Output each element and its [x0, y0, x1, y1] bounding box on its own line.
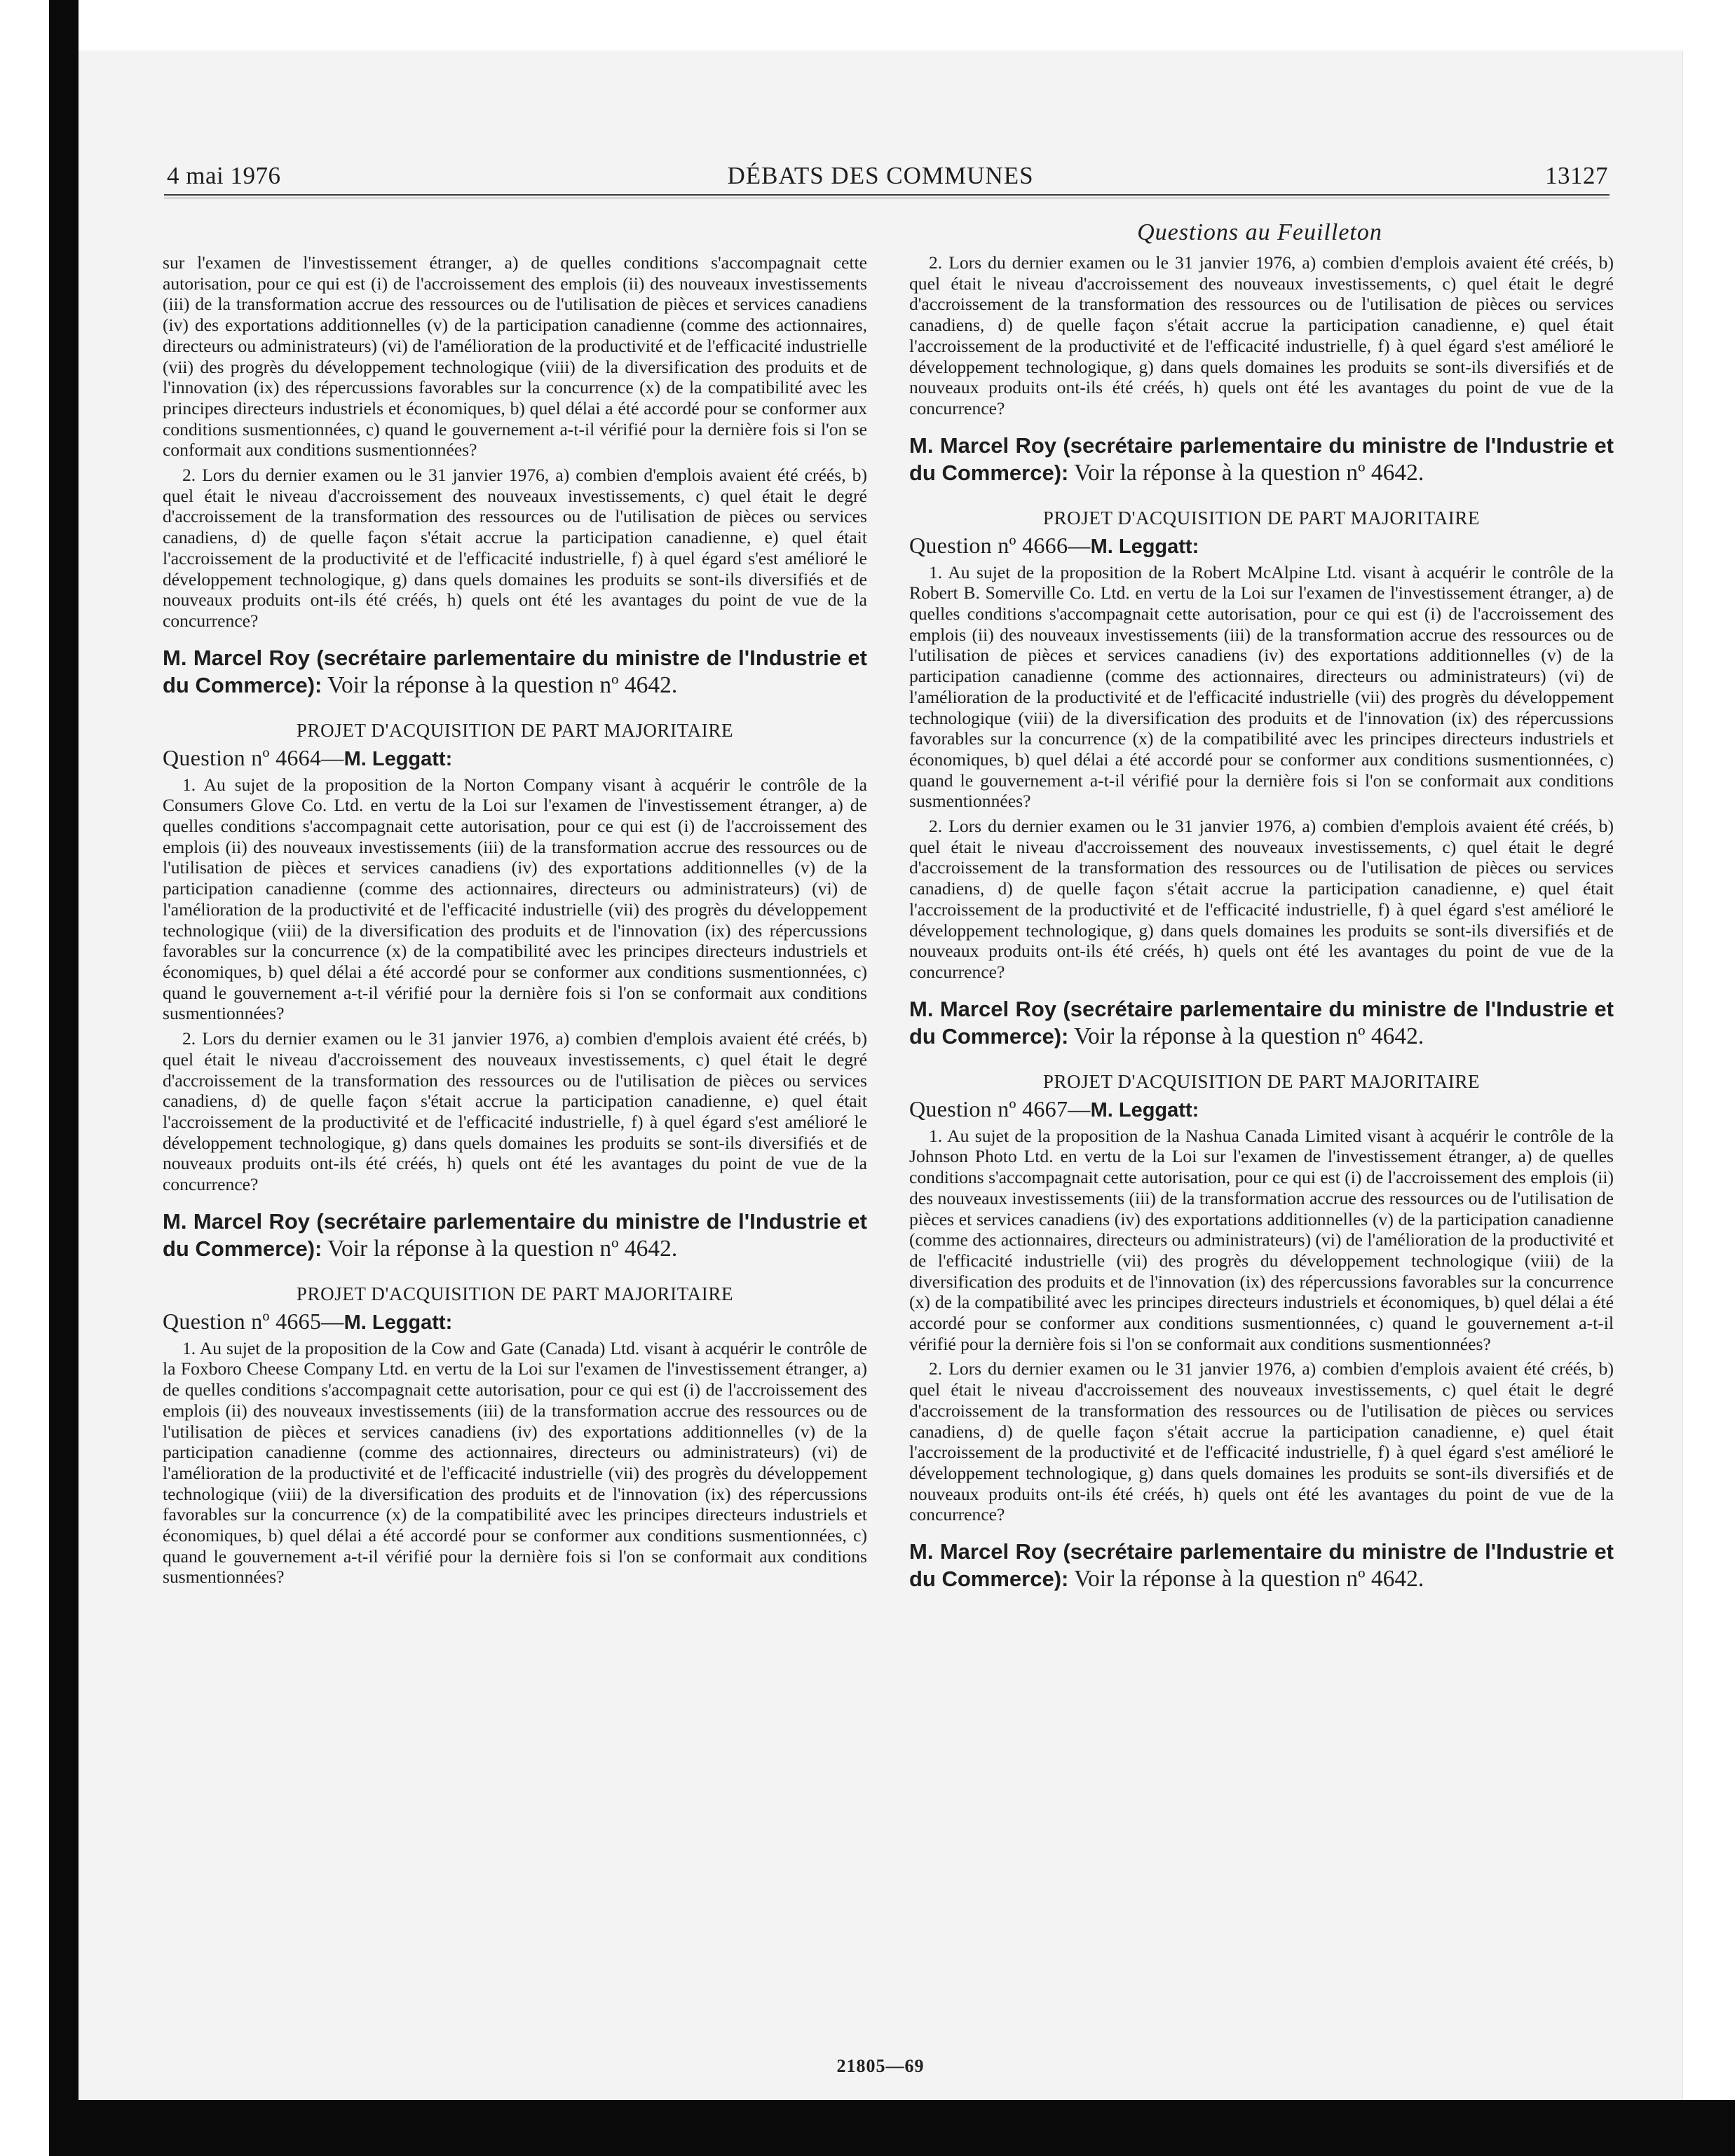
paragraph: 2. Lors du dernier examen ou le 31 janvier 1976, a) combien d'emplois avaient été créés, b) quel était le niveau d'accroissement des nouveaux investissements, c) quel était le degré d'accroissement de la transformation des ressources ou de l'utilisation de pièces ou services canadiens, d) de quelle façon s'était accrue la participation canadienne, e) quel était l'accroissement de la productivité et de l'efficacité industrielle, f) à quel égard s'est amélioré le développement technologique, g) dans quels domaines les produits se sont-ils diversifiés et de nouveaux produits ont-ils été créés, h) quels ont été les avantages du point de vue de la concurrence? [909, 252, 1614, 418]
answer-text: Voir la réponse à la question nº 4642. [322, 1235, 678, 1262]
answer-speaker: M. Marcel Roy (secrétaire parlementaire du ministre de l'Industrie et du Commerce): [909, 996, 1614, 1049]
scan-margin-left [49, 0, 79, 2156]
paragraph: 2. Lors du dernier examen ou le 31 janvier 1976, a) combien d'emplois avaient été créés, b) quel était le niveau d'accroissement des nouveaux investissements, c) quel était le degré d'accroissement de la transformation des ressources ou de l'utilisation de pièces ou services canadiens, d) de quelle façon s'était accrue la participation canadienne, e) quel était l'accroissement de la productivité et de l'efficacité industrielle, f) à quel égard s'est amélioré le développement technologique, g) dans quels domaines les produits se sont-ils diversifiés et de nouveaux produits ont-ils été créés, h) quels ont été les avantages du point de vue de la concurrence? [909, 816, 1614, 982]
right-column [909, 252, 1614, 1592]
paragraph: 2. Lors du dernier examen ou le 31 janvier 1976, a) combien d'emplois avaient été créés, b) quel était le niveau d'accroissement des nouveaux investissements, c) quel était le degré d'accroissement de la transformation des ressources ou de l'utilisation de pièces ou services canadiens, d) de quelle façon s'était accrue la participation canadienne, e) quel était l'accroissement de la productivité et de l'efficacité industrielle, f) à quel égard s'est amélioré le développement technologique, g) dans quels domaines les produits se sont-ils diversifiés et de nouveaux produits ont-ils été créés, h) quels ont été les avantages du point de vue de la concurrence? [163, 1028, 867, 1195]
question-asker: M. Leggatt: [343, 1311, 453, 1334]
answer [909, 1538, 1614, 1592]
question-line [163, 745, 867, 772]
header-title: DÉBATS DES COMMUNES [727, 162, 1034, 189]
page [79, 50, 1683, 2100]
answer-speaker: M. Marcel Roy (secrétaire parlementaire du ministre de l'Industrie et du Commerce): [163, 645, 867, 697]
answer [909, 432, 1614, 486]
answer [909, 995, 1614, 1050]
answer-speaker: M. Marcel Roy (secrétaire parlementaire du ministre de l'Industrie et du Commerce): [163, 1208, 867, 1261]
question-number: Question nº 4667— [909, 1096, 1091, 1121]
header-page-number: 13127 [1545, 162, 1608, 189]
section-heading: PROJET D'ACQUISITION DE PART MAJORITAIRE [1042, 507, 1481, 528]
footer-code: 21805—69 [836, 2056, 925, 2076]
header-rule [164, 194, 1610, 196]
question-asker: M. Leggatt: [1090, 1098, 1199, 1121]
answer-text: Voir la réponse à la question nº 4642. [1068, 459, 1424, 486]
section-heading: PROJET D'ACQUISITION DE PART MAJORITAIRE [296, 719, 734, 741]
answer [163, 644, 867, 699]
question-number: Question nº 4664— [163, 744, 344, 770]
question-line [909, 1096, 1614, 1123]
question-line [163, 1309, 867, 1335]
section-heading: PROJET D'ACQUISITION DE PART MAJORITAIRE [1042, 1070, 1481, 1092]
question-asker: M. Leggatt: [343, 747, 453, 770]
header-date: 4 mai 1976 [167, 162, 281, 189]
answer-text: Voir la réponse à la question nº 4642. [1068, 1023, 1424, 1049]
paragraph: sur l'examen de l'investissement étranger, a) de quelles conditions s'accompagnait cette autorisation, pour ce qui est (i) de l'accroissement des emplois (ii) des nouveaux investissements (iii) de la transformation accrue des ressources ou de l'utilisation de pièces et services canadiens (iv) des exportations additionnelles (v) de la participation canadienne (comme des actionnaires, directeurs ou administrateurs) (vi) de l'amélioration de la productivité et de l'efficacité industrielle (vii) des progrès du développement technologique (viii) de la diversification des produits et de l'innovation (ix) des répercussions favorables sur la concurrence (x) de la compatibilité avec les principes directeurs industriels et économiques, b) quel délai a été accordé pour se conformer aux conditions susmentionnées, c) quand le gouvernement a-t-il vérifié pour la dernière fois si l'on se conformait aux conditions susmentionnées? [163, 252, 867, 460]
question-number: Question nº 4666— [909, 532, 1091, 558]
paragraph: 2. Lors du dernier examen ou le 31 janvier 1976, a) combien d'emplois avaient été créés, b) quel était le niveau d'accroissement des nouveaux investissements, c) quel était le degré d'accroissement de la transformation des ressources ou de l'utilisation de pièces ou services canadiens, d) de quelle façon s'était accrue la participation canadienne, e) quel était l'accroissement de la productivité et de l'efficacité industrielle, f) à quel égard s'est amélioré le développement technologique, g) dans quels domaines les produits se sont-ils diversifiés et de nouveaux produits ont-ils été créés, h) quels ont été les avantages du point de vue de la concurrence? [909, 1358, 1614, 1525]
question-asker: M. Leggatt: [1090, 535, 1199, 558]
paragraph: 2. Lors du dernier examen ou le 31 janvier 1976, a) combien d'emplois avaient été créés, b) quel était le niveau d'accroissement des nouveaux investissements, c) quel était le degré d'accroissement de la transformation des ressources ou de l'utilisation de pièces ou services canadiens, d) de quelle façon s'était accrue la participation canadienne, e) quel était l'accroissement de la productivité et de l'efficacité industrielle, f) à quel égard s'est amélioré le développement technologique, g) dans quels domaines les produits se sont-ils diversifiés et de nouveaux produits ont-ils été créés, h) quels ont été les avantages du point de vue de la concurrence? [163, 465, 867, 631]
answer-text: Voir la réponse à la question nº 4642. [1068, 1566, 1424, 1592]
question-line [909, 533, 1614, 559]
answer-speaker: M. Marcel Roy (secrétaire parlementaire du ministre de l'Industrie et du Commerce): [909, 1539, 1614, 1592]
section-title: Questions au Feuilleton [1137, 219, 1382, 245]
paragraph: 1. Au sujet de la proposition de la Norton Company visant à acquérir le contrôle de la Consumers Glove Co. Ltd. en vertu de la Loi sur l'examen de l'investissement étranger, a) de quelles conditions s'accompagnait cette autorisation, pour ce qui est (i) de l'accroissement des emplois (ii) des nouveaux investissements (iii) de la transformation accrue des ressources ou de l'utilisation de pièces et services canadiens (iv) des exportations additionnelles (v) de la participation canadienne (comme des actionnaires, directeurs ou administrateurs) (vi) de l'amélioration de la productivité et de l'efficacité industrielle (vii) des progrès du développement technologique (viii) de la diversification des produits et de l'innovation (ix) des répercussions favorables sur la concurrence (x) de la compatibilité avec les principes directeurs industriels et économiques, b) quel délai a été accordé pour se conformer aux conditions susmentionnées, c) quand le gouvernement a-t-il vérifié pour la dernière fois si l'on se conformait aux conditions susmentionnées? [163, 774, 867, 1024]
section-heading: PROJET D'ACQUISITION DE PART MAJORITAIRE [296, 1283, 734, 1304]
scan-margin-bottom [49, 2100, 1735, 2156]
question-number: Question nº 4665— [163, 1308, 344, 1334]
paragraph: 1. Au sujet de la proposition de la Nashua Canada Limited visant à acquérir le contrôle de la Johnson Photo Ltd. en vertu de la Loi sur l'examen de l'investissement étranger, a) de quelles conditions s'accompagnait cette autorisation, pour ce qui est (i) de l'accroissement des emplois (ii) des nouveaux investissements (iii) de la transformation accrue des ressources ou de l'utilisation de pièces et services canadiens (iv) des exportations additionnelles (v) de la participation canadienne (comme des actionnaires, directeurs ou administrateurs) (vi) de l'amélioration de la productivité et de l'efficacité industrielle (vii) des progrès du développement technologique (viii) de la diversification des produits et de l'innovation (ix) des répercussions favorables sur la concurrence (x) de la compatibilité avec les principes directeurs industriels et économiques, b) quel délai a été accordé pour se conformer aux conditions susmentionnées, c) quand le gouvernement a-t-il vérifié pour la dernière fois si l'on se conformait aux conditions susmentionnées? [909, 1125, 1614, 1354]
answer-text: Voir la réponse à la question nº 4642. [322, 671, 678, 698]
paragraph: 1. Au sujet de la proposition de la Robert McAlpine Ltd. visant à acquérir le contrôle de la Robert B. Somerville Co. Ltd. en vertu de la Loi sur l'examen de l'investissement étranger, a) de quelles conditions s'accompagnait cette autorisation, pour ce qui est (i) de l'accroissement des emplois (ii) des nouveaux investissements (iii) de la transformation accrue des ressources ou de l'utilisation de pièces et services canadiens (iv) des exportations additionnelles (v) de la participation canadienne (comme des actionnaires, directeurs ou administrateurs) (vi) de l'amélioration de la productivité et de l'efficacité industrielle (vii) des progrès du développement technologique (viii) de la diversification des produits et de l'innovation (ix) des répercussions favorables sur la concurrence (x) de la compatibilité avec les principes directeurs industriels et économiques, b) quel délai a été accordé pour se conformer aux conditions susmentionnées, c) quand le gouvernement a-t-il vérifié pour la dernière fois si l'on se conformait aux conditions susmentionnées? [909, 561, 1614, 812]
answer-speaker: M. Marcel Roy (secrétaire parlementaire du ministre de l'Industrie et du Commerce): [909, 432, 1614, 485]
answer [163, 1208, 867, 1262]
paragraph: 1. Au sujet de la proposition de la Cow and Gate (Canada) Ltd. visant à acquérir le contrôle de la Foxboro Cheese Company Ltd. en vertu de la Loi sur l'examen de l'investissement étranger, a) de quelles conditions s'accompagnait cette autorisation, pour ce qui est (i) de l'accroissement des emplois (ii) des nouveaux investissements (iii) de la transformation accrue des ressources ou de l'utilisation de pièces et services canadiens (iv) des exportations additionnelles (v) de la participation canadienne (comme des actionnaires, directeurs ou administrateurs) (vi) de l'amélioration de la productivité et de l'efficacité industrielle (vii) des progrès du développement technologique (viii) de la diversification des produits et de l'innovation (ix) des répercussions favorables sur la concurrence (x) de la compatibilité avec les principes directeurs industriels et économiques, b) quel délai a été accordé pour se conformer aux conditions susmentionnées, c) quand le gouvernement a-t-il vérifié pour la dernière fois si l'on se conformait aux conditions susmentionnées? [163, 1337, 867, 1588]
left-column [163, 252, 867, 1588]
